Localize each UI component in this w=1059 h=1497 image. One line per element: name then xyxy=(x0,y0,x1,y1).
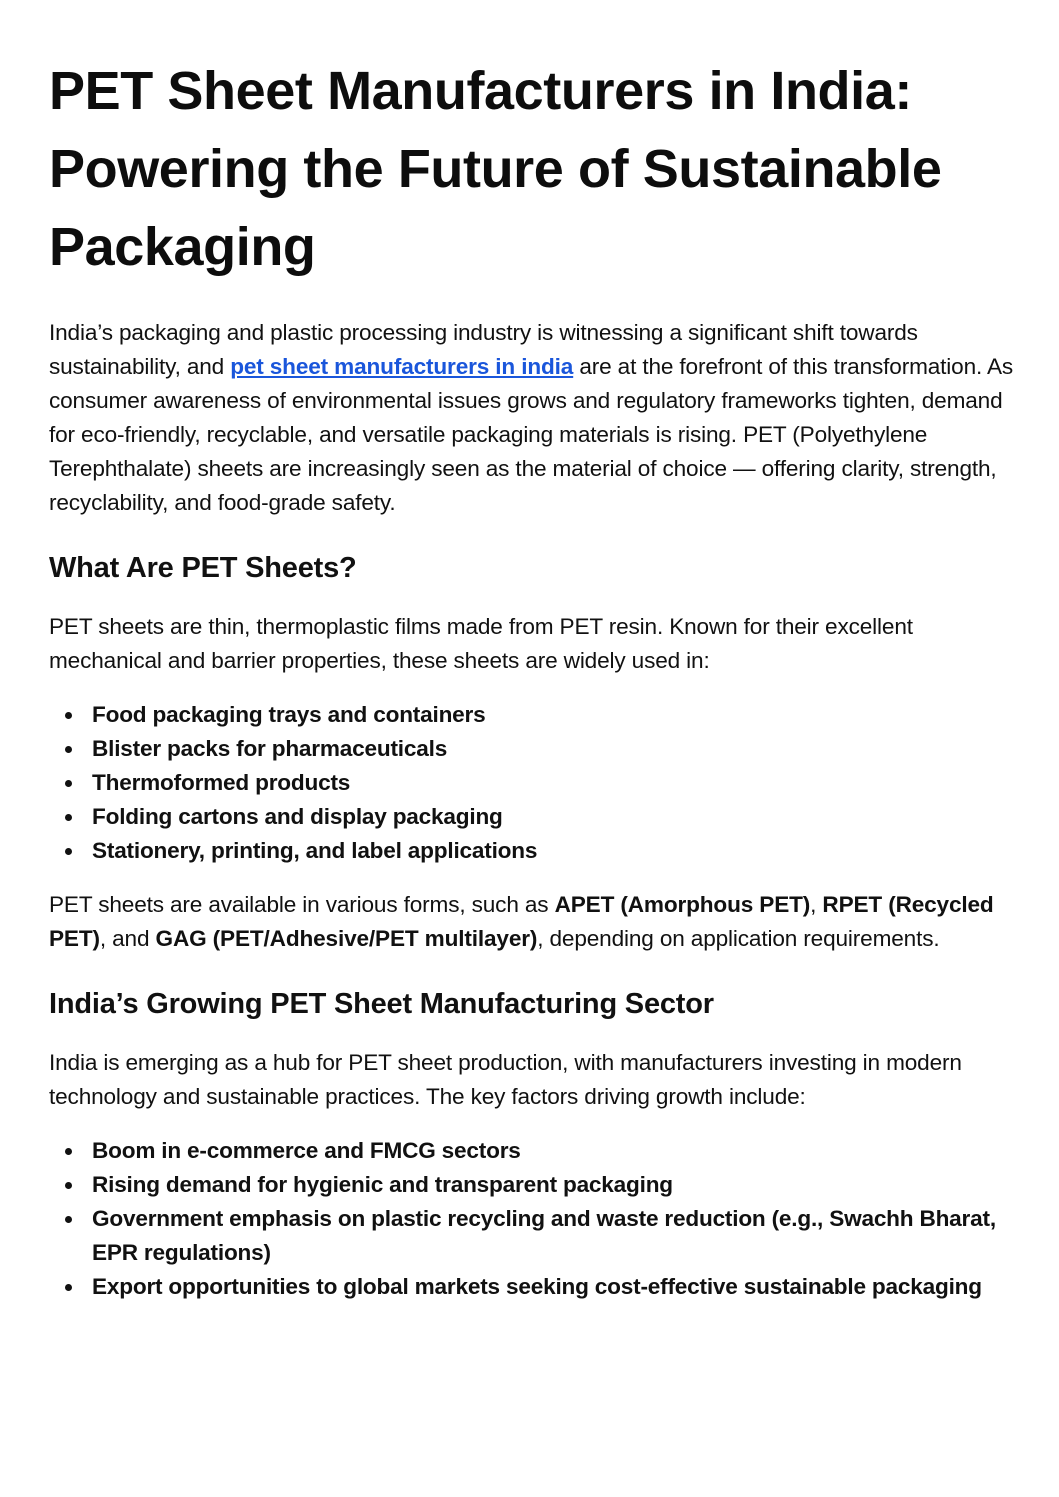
intro-text-after-link: are at the forefront of this transformation. As consumer awareness of environmental issues grows and regulatory frameworks tighten, demand for eco-friendly, recyclable, and versatile packaging materials is rising. PET (Polyethylene Terephthalate) sheets are increasingly seen as the material of choice — offering clarity, strength, recyclability, and food-grade safety. xyxy=(49,354,1014,515)
list-item: Boom in e-commerce and FMCG sectors xyxy=(49,1134,1019,1168)
list-item: Food packaging trays and containers xyxy=(49,698,1019,732)
page-title: PET Sheet Manufacturers in India: Powering the Future of Sustainable Packaging xyxy=(49,61,942,277)
list-item: Government emphasis on plastic recycling and waste reduction (e.g., Swachh Bharat, EPR regulations) xyxy=(49,1202,1019,1270)
uses-list xyxy=(49,698,1019,868)
section1-paragraph: PET sheets are thin, thermoplastic films made from PET resin. Known for their excellent mechanical and barrier properties, these sheets are widely used in: xyxy=(49,614,913,673)
list-item: Blister packs for pharmaceuticals xyxy=(49,732,1019,766)
list-item: Thermoformed products xyxy=(49,766,1019,800)
list-item: Rising demand for hygienic and transparent packaging xyxy=(49,1168,1019,1202)
list-item: Export opportunities to global markets seeking cost-effective sustainable packaging xyxy=(49,1270,1019,1304)
growth-factors-list xyxy=(49,1134,1019,1304)
intro-text-before-link: India’s packaging and plastic processing industry is witnessing a significant shift towards sustainability, and xyxy=(49,320,918,379)
pet-sheet-manufacturers-link[interactable]: pet sheet manufacturers in india xyxy=(230,354,574,379)
forms-rpet: RPET (Recycled PET) xyxy=(49,892,994,951)
section-heading-india-sector: India’s Growing PET Sheet Manufacturing Sector xyxy=(49,988,714,1020)
forms-paragraph xyxy=(49,888,1019,956)
forms-apet: APET (Amorphous PET) xyxy=(554,892,811,917)
forms-text-4: , depending on application requirements. xyxy=(537,926,940,951)
section-heading-what-are-pet-sheets: What Are PET Sheets? xyxy=(49,552,357,584)
list-item: Stationery, printing, and label applications xyxy=(49,834,1019,868)
forms-text-1: PET sheets are available in various forms, such as xyxy=(49,892,555,917)
forms-gag: GAG (PET/Adhesive/PET multilayer) xyxy=(155,926,538,951)
document-page xyxy=(49,52,1019,1304)
forms-text-2: , xyxy=(810,892,823,917)
section2-paragraph: India is emerging as a hub for PET sheet production, with manufacturers investing in modern technology and sustainable practices. The key factors driving growth include: xyxy=(49,1050,962,1109)
forms-text-3: , and xyxy=(99,926,156,951)
intro-paragraph xyxy=(49,316,1019,520)
list-item: Folding cartons and display packaging xyxy=(49,800,1019,834)
